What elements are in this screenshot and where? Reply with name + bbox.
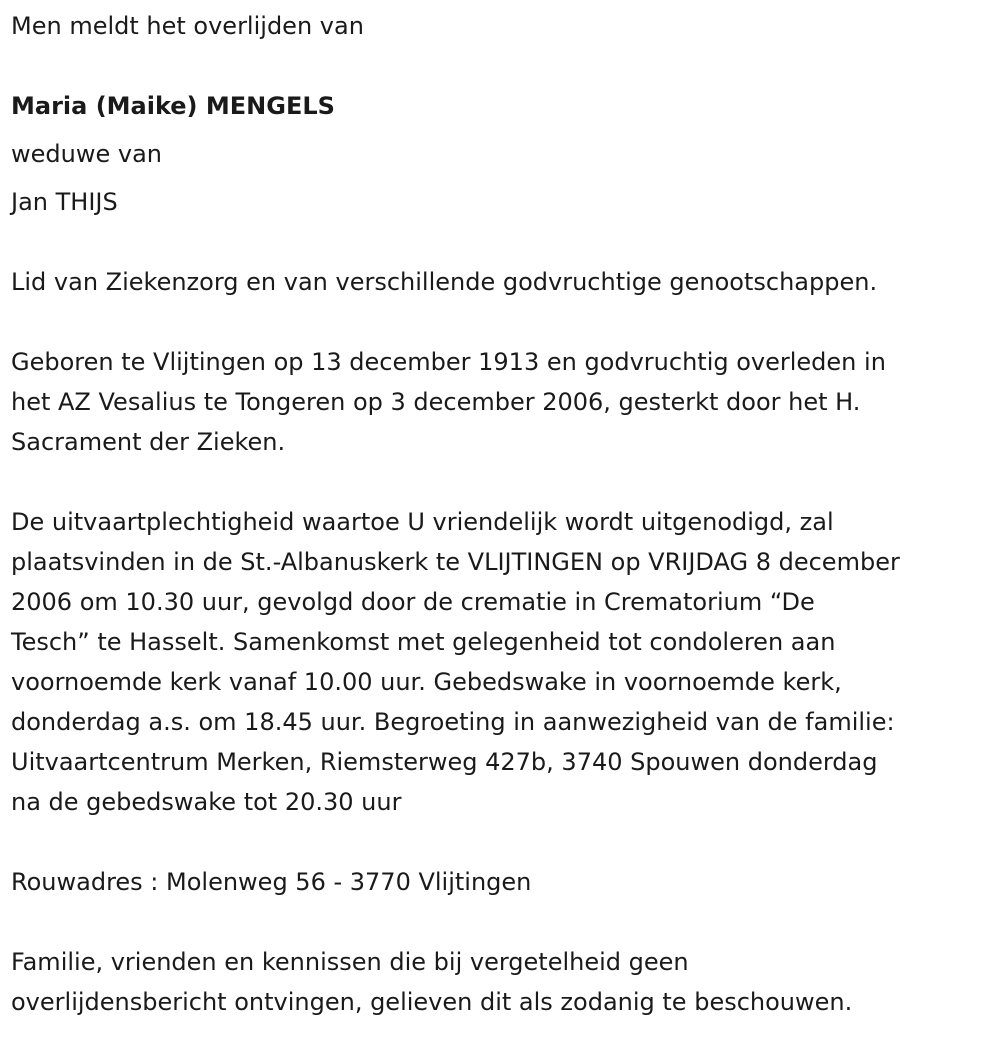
mourning-address: Rouwadres : Molenweg 56 - 3770 Vlijtingen [11,868,532,896]
relation-line: weduwe van [11,140,162,168]
intro-line: Men meldt het overlijden van [11,12,364,40]
funeral-line: na de gebedswake tot 20.30 uur [11,788,402,816]
funeral-line: De uitvaartplechtigheid waartoe U vriendelijk wordt uitgenodigd, zal [11,508,834,536]
funeral-line: donderdag a.s. om 18.45 uur. Begroeting in aanwezigheid van de familie: [11,708,895,736]
funeral-line: plaatsvinden in de St.-Albanuskerk te VLIJTINGEN op VRIJDAG 8 december [11,548,900,576]
birth-death-line: Geboren te Vlijtingen op 13 december 1913 en godvruchtig overleden in [11,348,886,376]
membership-line: Lid van Ziekenzorg en van verschillende godvruchtige genootschappen. [11,268,878,296]
spouse-name: Jan THIJS [11,188,118,216]
birth-death-line: Sacrament der Zieken. [11,428,286,456]
funeral-line: Uitvaartcentrum Merken, Riemsterweg 427b, 3740 Spouwen donderdag [11,748,878,776]
closing-line: overlijdensbericht ontvingen, gelieven dit als zodanig te beschouwen. [11,988,853,1016]
funeral-line: Tesch” te Hasselt. Samenkomst met gelegenheid tot condoleren aan [11,628,836,656]
deceased-name: Maria (Maike) MENGELS [11,92,335,120]
funeral-line: voornoemde kerk vanaf 10.00 uur. Gebedswake in voornoemde kerk, [11,668,842,696]
closing-line: Familie, vrienden en kennissen die bij vergetelheid geen [11,948,689,976]
birth-death-line: het AZ Vesalius te Tongeren op 3 december 2006, gesterkt door het H. [11,388,861,416]
funeral-line: 2006 om 10.30 uur, gevolgd door de crematie in Crematorium “De [11,588,815,616]
